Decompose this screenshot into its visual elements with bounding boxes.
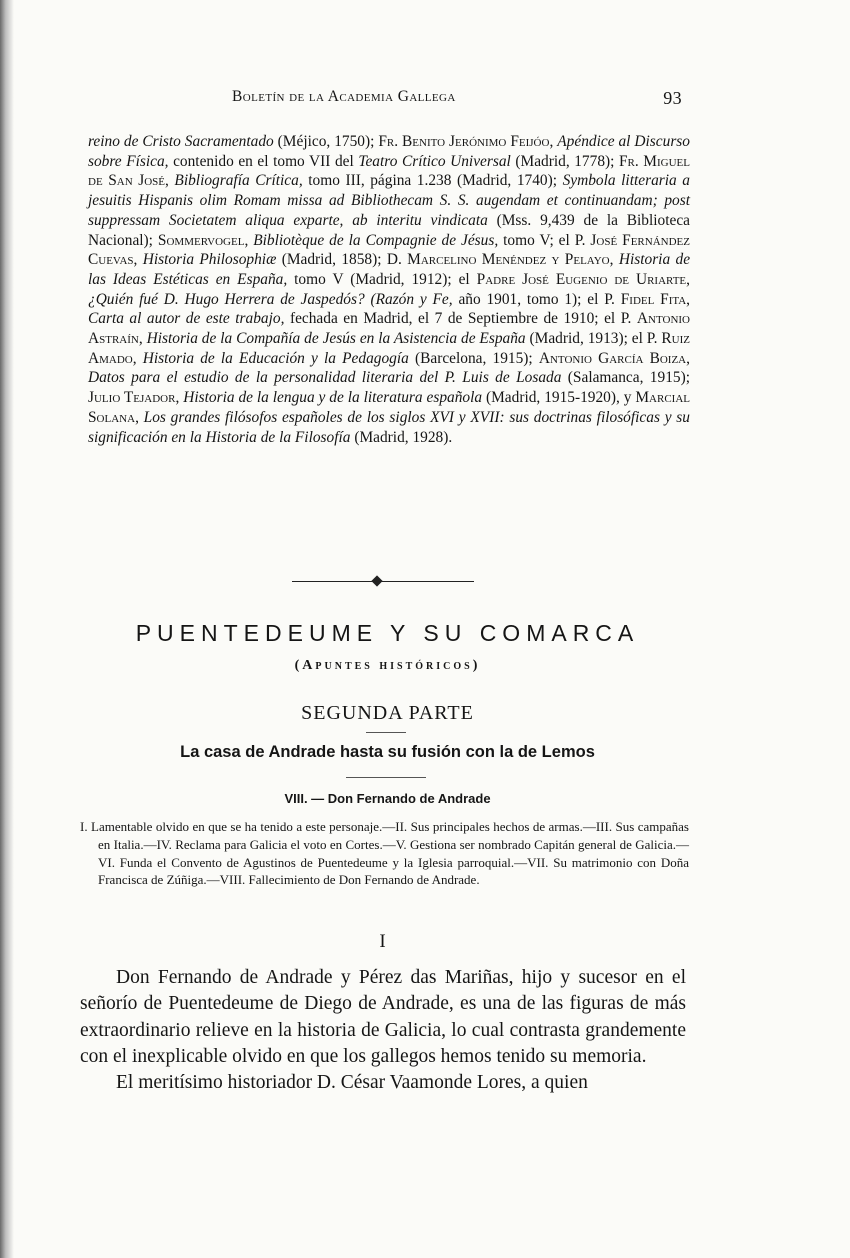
page-number: 93 <box>663 88 682 108</box>
ref-work-title: Apéndice al Discurso sobre Física, <box>88 133 690 170</box>
chapter-summary: I. Lamentable olvido en que se ha tenido a este personaje.—II. Sus principales hechos de armas.—III. Sus campañas en Italia.—IV. Reclama para Galicia el voto en Cortes.—V. Gestiona ser nombrado Capitán general de Galicia.—VI. Funda el Convento de Agustinos de Puentedeume y la Iglesia parroquial.—VII. Su matrimonio con Doña Francisca de Zúñiga.—VIII. Fallecimiento de Don Fernando de Andrade. <box>80 819 689 888</box>
running-title: Boletín de la Academia Gallega <box>232 88 456 105</box>
ref-author: Ruiz Amado <box>88 330 690 367</box>
ref-text: , <box>244 231 254 249</box>
ref-text: , <box>686 290 691 308</box>
ref-work-title: reino de Cristo Sacramentado <box>88 133 274 150</box>
ref-author: Antonio García Boiza <box>538 349 687 367</box>
ref-text: año 1901, tomo 1); el P. <box>452 290 621 308</box>
chapter-title: VIII. — Don Fernando de Andrade <box>284 791 491 806</box>
ref-author: Marcial Solana <box>88 389 690 426</box>
section-number: I <box>379 931 386 952</box>
ref-text: tomo III, página 1.238 (Madrid, 1740); <box>302 172 563 190</box>
ref-work-title: Los grandes filósofos españoles de los siglos XVI y XVII: sus doctrinas filosóficas y su significación en la Historia de la Filosofía <box>88 408 690 446</box>
ref-text: , <box>175 389 184 407</box>
article-subtitle: (Apuntes históricos) <box>294 658 481 673</box>
ref-text: (Salamanca, 1915); <box>561 369 690 387</box>
body-paragraph: El meritísimo historiador D. César Vaamonde Lores, a quien <box>116 1072 588 1094</box>
ref-work-title: Historia de las Ideas Estéticas en España, <box>88 251 691 288</box>
ref-text: (Barcelona, 1915); <box>408 349 539 367</box>
ref-text: , <box>686 349 690 367</box>
ref-text: (Madrid, 1928). <box>350 428 453 446</box>
part-title: SEGUNDA PARTE <box>301 702 474 724</box>
ref-text: fechada en Madrid, el 7 de Septiembre de 1910; el P. <box>284 310 637 328</box>
ref-text: (Madrid, 1778); <box>510 152 619 170</box>
ref-text: , <box>138 330 147 348</box>
references-paragraph <box>88 132 690 447</box>
ref-text: , <box>549 133 558 150</box>
ref-work-title: Bibliotèque de la Compagnie de Jésus, <box>253 231 499 249</box>
section-title: La casa de Andrade hasta su fusión con la de Lemos <box>180 743 595 761</box>
ref-author: José Fernández Cuevas <box>88 231 690 269</box>
ref-work-title: Teatro Crítico Universal <box>358 152 511 170</box>
ref-text: , <box>135 408 144 426</box>
ref-work-title: Datos para el estudio de la personalidad literaria del P. Luis de Losada <box>88 369 562 387</box>
ref-work-title: Historia de la lengua y de la literatura española <box>183 389 483 407</box>
ref-author: Fidel Fita <box>620 290 687 308</box>
ref-text: , <box>686 270 690 288</box>
ref-author: Antonio Astraín <box>88 310 690 348</box>
ref-text: , <box>609 251 619 269</box>
ref-author: Fr. Benito Jerónimo Feijóo <box>378 133 550 150</box>
ref-text: contenido en el tomo VII del <box>168 152 359 170</box>
ref-work-title: Historia de la Educación y la Pedagogía <box>142 349 409 367</box>
divider-rule <box>292 581 474 582</box>
article-title: PUENTEDEUME Y SU COMARCA <box>135 620 640 646</box>
ref-text: (Mss. 9,439 de la Biblioteca Nacional); <box>88 211 691 249</box>
ref-text: (Méjico, 1750); <box>273 133 379 150</box>
divider-rule <box>346 777 426 778</box>
ref-text: , <box>133 251 143 269</box>
ref-author: Marcelino Menéndez y Pelayo <box>407 251 610 269</box>
ref-text: tomo V; el P. <box>498 231 591 249</box>
ref-author: Sommervogel <box>157 231 245 249</box>
ref-text: (Madrid, 1915-1920), y <box>482 389 636 407</box>
diamond-ornament-icon <box>371 575 382 586</box>
ref-work-title: Historia de la Compañía de Jesús en la Asistencia de España <box>146 330 526 348</box>
ref-text: , <box>132 349 143 367</box>
body-text <box>80 965 686 1096</box>
section-divider-ornament <box>292 578 474 586</box>
ref-author: Julio Tejador <box>88 389 176 407</box>
ref-author: Fr. Miguel de San José <box>88 152 690 190</box>
ref-work-title: Carta al autor de este trabajo, <box>88 310 285 328</box>
ref-text: , <box>165 172 175 190</box>
body-paragraph: Don Fernando de Andrade y Pérez das Mariñas, hijo y sucesor en el señorío de Puentedeume de Diego de Andrade, es una de las figuras de más extraordinario relieve en la historia de Galicia, lo cual contrasta grandemente con el inexplicable olvido en que los gallegos hemos tenido su memoria. <box>80 967 686 1067</box>
ref-work-title: ¿Quién fué D. Hugo Herrera de Jaspedós? (Razón y Fe, <box>88 290 453 308</box>
ref-author: Padre José Eugenio de Uriarte <box>476 270 687 288</box>
running-head <box>232 88 682 112</box>
ref-text: tomo V (Madrid, 1912); el <box>287 270 477 288</box>
ref-text: (Madrid, 1913); el P. <box>525 330 662 348</box>
ref-work-title: Historia Philosophiæ <box>142 251 277 269</box>
divider-rule <box>366 732 406 733</box>
ref-text: (Madrid, 1858); D. <box>276 251 408 269</box>
ref-work-title: Bibliografía Crítica, <box>174 172 303 190</box>
ref-work-title: Symbola litteraria a jesuitis Hispanis olim Romam missa ad Bibliothecam S. S. augendam et continuandam; post suppressam Societatem aliqua exparte, ab interitu vindicata <box>88 172 690 229</box>
